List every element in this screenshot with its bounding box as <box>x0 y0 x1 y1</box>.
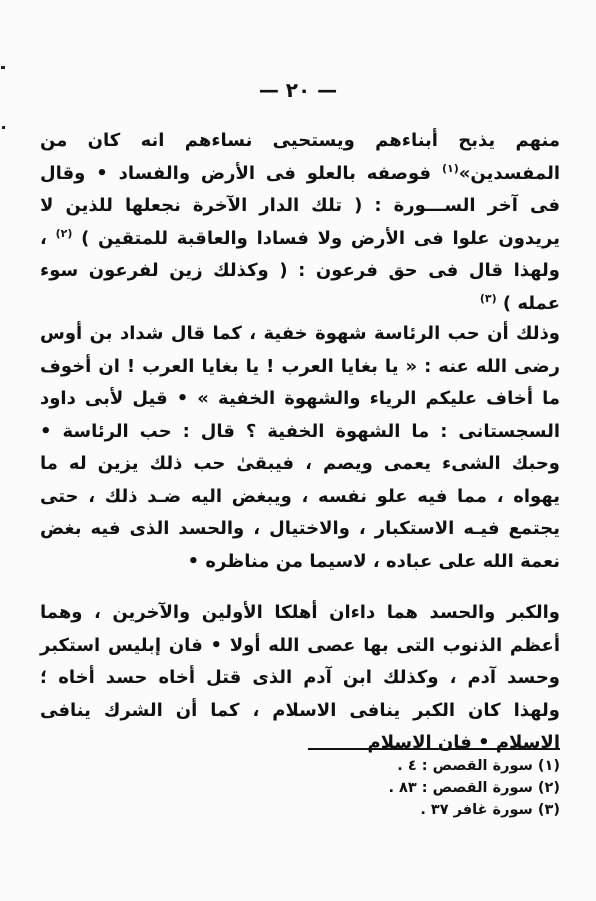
footnote-1: (١) سورة القصص : ٤ . <box>397 758 560 774</box>
footnote-divider <box>308 748 560 750</box>
paragraph-text: والكبر والحسد هما داءان أهلكا الأولين والآخرين ، وهما أعظم الذنوب التى بها عصى الله أولا • فان إبليس استكبر وحسد آدم ، وكذلك ابن آدم الذى قتل أخاه حسد أخاه ؛ ولهذا كان الكبر ينافى الاسلام ، كما أن الشرك ينافى الاسلام • فان الاسلام <box>40 602 560 753</box>
paragraph-text: فوصفه بالعلو فى الأرض والفساد • وقال فى آخر الســـورة : ( تلك الدار الآخرة نجعلها للذين لا يريدون علوا فى الأرض ولا فسادا والعاقبة للمتقين ) <box>40 162 560 249</box>
paragraph-text: منهم يذبح أبناءهم ويستحيى نساءهم انه كان من المفسدين» <box>40 130 560 184</box>
paragraph-1 <box>40 125 560 320</box>
paragraph-text: وذلك أن حب الرئاسة شهوة خفية ، كما قال شداد بن أوس رضى الله عنه : « يا بغايا العرب ! يا بغايا العرب ! ان أخوف ما أخاف عليكم الرياء والشهوة الخفية » • قيل لأبى داود السجستانى : ما الشهوة الخفية ؟ قال : حب الرئاسة • وحبك الشىء يعمى ويصم ، فيبقىٰ حب ذلك يزين له ما يهواه ، مما فيه علو نفسه ، ويبغض اليه ضـد ذلك ، حتى يجتمع فيـه الاستكبار ، والاختيال ، والحسد الذى فيه بغض نعمة الله على عباده ، لاسيما من مناظره • <box>40 323 560 572</box>
paragraph-3 <box>40 597 560 760</box>
footnotes <box>200 755 560 821</box>
footnote-reference: (٢) <box>55 226 73 240</box>
scan-speck <box>2 126 5 129</box>
paragraph-2 <box>40 318 560 578</box>
paragraph-text: ، ولهذا قال فى حق فرعون : ( وكذلك زين لفرعون سوء عمله ) <box>40 227 560 314</box>
footnote-2: (٢) سورة القصص : ٨٣ . <box>388 780 560 796</box>
footnote-reference: (١) <box>441 161 459 175</box>
footnote-reference: (٣) <box>479 291 497 305</box>
page-number: — ٢٠ — <box>258 78 338 102</box>
scan-speck <box>1 66 5 69</box>
footnote-3: (٣) سورة غافر ٣٧ . <box>420 802 560 818</box>
